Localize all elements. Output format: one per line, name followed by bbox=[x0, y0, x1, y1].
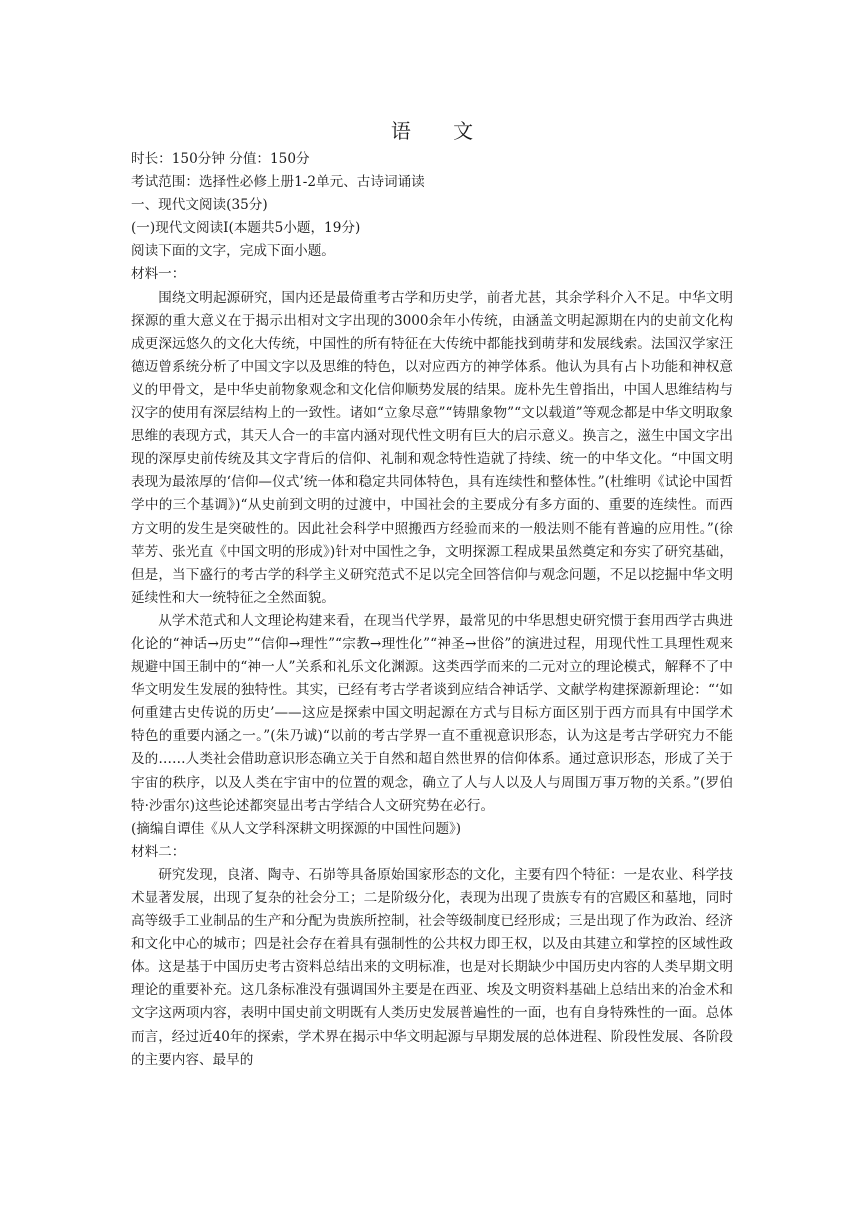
subsection-heading: (一)现代文阅读I(本题共5小题，19分) bbox=[131, 220, 361, 237]
material-two-paragraph-1: 研究发现，良渚、陶寺、石峁等具备原始国家形态的文化，主要有四个特征：一是农业、科学技术显著发展，出现了复杂的社会分工；二是阶级分化，表现为出现了贵族专有的宫殿区和墓地，同时高等级手工业制品的生产和分配为贵族所控制，社会等级制度已经形成；三是出现了作为政治、经济和文化中心的城市；四是社会存在着具有强制性的公共权力即王权，以及由其建立和掌控的区域性政体。这是基于中国历史考古资料总结出来的文明标准，也是对长期缺少中国历史内容的人类早期文明理论的重要补充。这几条标准没有强调国外主要是在西亚、埃及文明资料基础上总结出来的冶金术和文字这两项内容，表明中国史前文明既有人类历史发展普遍性的一面，也有自身特殊性的一面。总体而言，经过近40年的探索，学术界在揭示中华文明起源与早期发展的总体进程、阶段性发展、各阶段的主要内容、最早的 bbox=[131, 866, 733, 1068]
section-heading: 一、现代文阅读(35分) bbox=[131, 197, 268, 214]
material-one-paragraph-2: 从学术范式和人文理论构建来看，在现当代学界，最常见的中华思想史研究惯于套用西学古典进化论的“神话→历史”“信仰→理性”“宗教→理性化”“神圣→世俗”的演进过程，用现代性工具理性观来规避中国王制中的“神一人”关系和礼乐文化渊源。这类西学而来的二元对立的理论模式，解释不了中华文明发生发展的独特性。其实，已经有考古学者谈到应结合神话学、文献学构建探源新理论：“‘如何重建古史传说的历史’——这应是探索中国文明起源在方式与目标方面区别于西方而具有中国学术特色的重要内涵之一。”(朱乃诚)“以前的考古学界一直不重视意识形态，认为这是考古学研究力不能及的……人类社会借助意识形态确立关于自然和超自然世界的信仰体系。通过意识形态，形成了关于宇宙的秩序，以及人类在宇宙中的位置的观念，确立了人与人以及人与周围万事万物的关系。”(罗伯特·沙雷尔)这些论述都突显出考古学结合人文研究势在必行。 bbox=[131, 612, 733, 814]
material-one-label: 材料一： bbox=[131, 266, 186, 283]
exam-duration: 时长：150分钟 分值：150分 bbox=[131, 151, 310, 167]
page-title: 语 文 bbox=[390, 119, 492, 143]
exam-scope: 考试范围：选择性必修上册1-2单元、古诗词诵读 bbox=[131, 174, 425, 191]
material-two-label: 材料二： bbox=[131, 843, 186, 860]
material-one-source: (摘编自谭佳《从人文学科深耕文明探源的中国性问题》) bbox=[131, 820, 462, 837]
reading-instruction: 阅读下面的文字，完成下面小题。 bbox=[131, 243, 335, 260]
material-one-paragraph-1: 围绕文明起源研究，国内还是最倚重考古学和历史学，前者尤甚，其余学科介入不足。中华文明探源的重大意义在于揭示出相对文字出现的3000余年小传统，由涵盖文明起源期在内的史前文化构成更深远悠久的文化大传统，中国性的所有特征在大传统中都能找到萌芽和发展线索。法国汉学家汪德迈曾系统分析了中国文字以及思维的特色，以对应西方的神学体系。他认为具有占卜功能和神权意义的甲骨文，是中华史前物象观念和文化信仰顺势发展的结果。庞朴先生曾指出，中国人思维结构与汉字的使用有深层结构上的一致性。诸如“立象尽意”“铸鼎象物”“文以载道”等观念都是中华文明取象思维的表现方式，其天人合一的丰富内涵对现代性文明有巨大的启示意义。换言之，滋生中国文字出现的深厚史前传统及其文字背后的信仰、礼制和观念特性造就了持续、统一的中华文化。“中国文明表现为最浓厚的‘信仰—仪式’统一体和稳定共同体特色，具有连续性和整体性。”(杜维明《试论中国哲学中的三个基调》)“从史前到文明的过渡中，中国社会的主要成分有多方面的、重要的连续性。而西方文明的发生是突破性的。因此社会科学中照搬西方经验而来的一般法则不能有普遍的应用性。”(徐苹芳、张光直《中国文明的形成》)针对中国性之争，文明探源工程成果虽然奠定和夯实了研究基础，但是，当下盛行的考古学的科学主义研究范式不足以完全回答信仰与观念问题，不足以挖掘中华文明延续性和大一统特征之全然面貌。 bbox=[131, 289, 733, 606]
exam-page bbox=[131, 0, 733, 1072]
